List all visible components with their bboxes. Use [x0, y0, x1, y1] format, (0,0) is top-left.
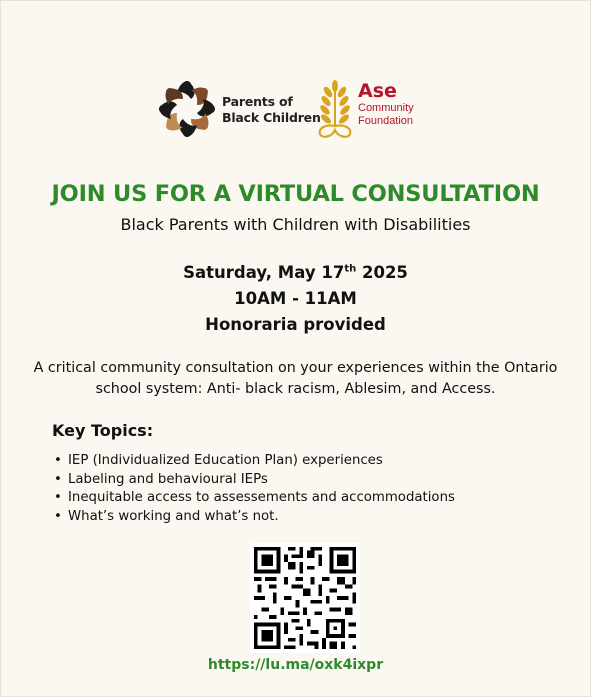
description-line-1: A critical community consultation on your experiences within the Ontario	[33, 360, 558, 376]
ase-wheat-logo-icon	[314, 80, 356, 140]
description	[14, 358, 577, 400]
qr-code-icon[interactable]	[250, 543, 360, 653]
pbc-line-2: Black Children	[222, 110, 321, 125]
event-date-suffix: th	[344, 263, 357, 275]
topic-text: IEP (Individualized Education Plan) experiences	[68, 453, 383, 468]
event-honoraria: Honoraria provided	[205, 315, 386, 334]
event-time: 10AM - 11AM	[234, 289, 357, 308]
event-date	[0, 260, 591, 286]
description-line-2: school system: Anti- black racism, Ablesim, and Access.	[95, 381, 496, 397]
bullet-icon: •	[54, 453, 62, 468]
parents-of-black-children-logo-icon	[156, 78, 218, 140]
event-date-prefix: Saturday, May 17	[183, 263, 345, 282]
list-item	[52, 452, 455, 471]
logo-row	[0, 74, 591, 144]
list-item	[52, 508, 455, 527]
bullet-icon: •	[54, 508, 62, 524]
bullet-icon: •	[54, 490, 62, 505]
list-item	[52, 489, 455, 508]
topic-text: Inequitable access to assessements and accommodations	[68, 490, 455, 505]
subtitle: Black Parents with Children with Disabilities	[120, 215, 471, 234]
bullet-icon: •	[54, 471, 62, 487]
topics-list	[52, 452, 455, 526]
event-date-year: 2025	[356, 263, 408, 282]
parents-of-black-children-wordmark	[222, 94, 321, 126]
ase-line-2: Foundation	[358, 114, 414, 127]
ase-name: Ase	[358, 80, 397, 102]
headline: JOIN US FOR A VIRTUAL CONSULTATION	[51, 181, 540, 207]
list-item	[52, 471, 455, 490]
topics-heading: Key Topics:	[52, 421, 154, 440]
ase-wordmark	[358, 80, 414, 127]
pbc-line-1: Parents of	[222, 94, 293, 109]
topic-text: What’s working and what’s not.	[68, 508, 279, 524]
event-details	[0, 260, 591, 338]
registration-link[interactable]: https://lu.ma/oxk4ixpr	[207, 657, 384, 673]
topic-text: Labeling and behavioural IEPs	[68, 471, 268, 487]
ase-line-1: Community	[358, 102, 414, 114]
